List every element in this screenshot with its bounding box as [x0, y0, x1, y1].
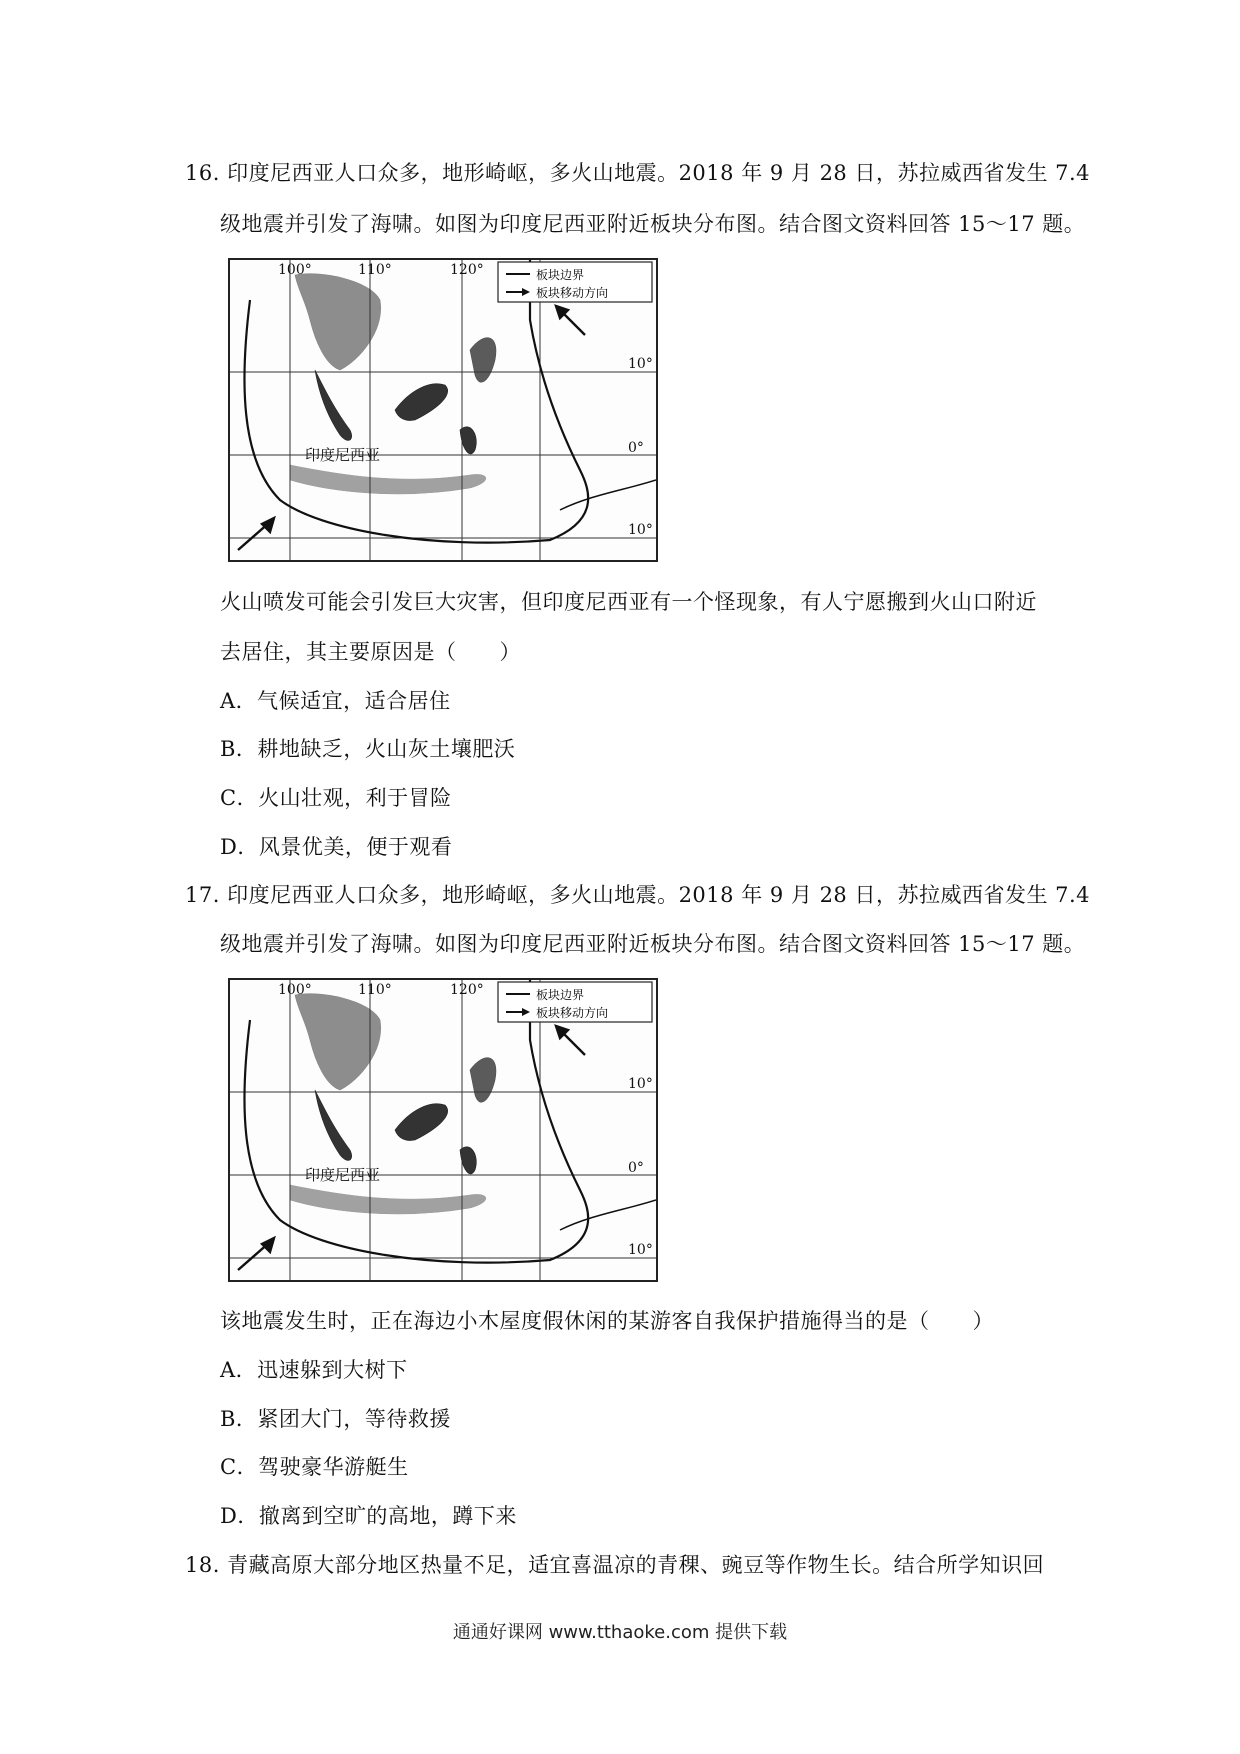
lon-label-120-2: 120°: [450, 982, 484, 998]
q16-option-c: C．火山壮观，利于冒险: [220, 786, 452, 810]
q16-option-d: D．风景优美，便于观看: [220, 835, 453, 859]
legend-direction: 板块移动方向: [536, 286, 609, 300]
lat-label-10s: 10°: [628, 522, 653, 538]
legend-direction-2: 板块移动方向: [536, 1006, 609, 1020]
lat-label-10n: 10°: [628, 356, 653, 372]
lon-label-120: 120°: [450, 262, 484, 278]
q16-option-a: A．气候适宜，适合居住: [220, 689, 451, 713]
region-label: 印度尼西亚: [305, 446, 381, 464]
legend-boundary: 板块边界: [536, 268, 585, 282]
legend-boundary-2: 板块边界: [536, 988, 585, 1002]
q16-stem-1: 火山喷发可能会引发巨大灾害，但印度尼西亚有一个怪现象，有人宁愿搬到火山口附近: [220, 590, 1037, 614]
lon-label-100-2: 100°: [278, 982, 312, 998]
plate-map-graphic: [230, 260, 656, 560]
lon-label-110-2: 110°: [358, 982, 392, 998]
lat-label-10n-2: 10°: [628, 1076, 653, 1092]
q17-option-c: C．驾驶豪华游艇生: [220, 1455, 409, 1479]
plate-map-graphic-2: [230, 980, 656, 1280]
q16-line-1: 16. 印度尼西亚人口众多，地形崎岖，多火山地震。2018 年 9 月 28 日，苏拉威西省发生 7.4: [185, 161, 1091, 185]
q17-plate-map: [228, 978, 658, 1282]
q16-line-2: 级地震并引发了海啸。如图为印度尼西亚附近板块分布图。结合图文资料回答 15～17 题。: [220, 212, 1086, 236]
q16-plate-map: [228, 258, 658, 562]
lon-label-110: 110°: [358, 262, 392, 278]
q17-option-a: A．迅速躲到大树下: [220, 1358, 408, 1382]
q17-line-1: 17. 印度尼西亚人口众多，地形崎岖，多火山地震。2018 年 9 月 28 日，苏拉威西省发生 7.4: [185, 883, 1091, 907]
region-label-2: 印度尼西亚: [305, 1166, 381, 1184]
q18-line-1: 18. 青藏高原大部分地区热量不足，适宜喜温凉的青稞、豌豆等作物生长。结合所学知识回: [185, 1553, 1045, 1577]
q17-stem-1: 该地震发生时，正在海边小木屋度假休闲的某游客自我保护措施得当的是（ ）: [220, 1309, 994, 1333]
q16-stem-2: 去居住，其主要原因是（ ）: [220, 640, 521, 664]
page-footer: 通通好课网 www.tthaoke.com 提供下载: [452, 1622, 788, 1643]
q16-option-b: B．耕地缺乏，火山灰土壤肥沃: [220, 737, 516, 761]
lat-label-10s-2: 10°: [628, 1242, 653, 1258]
q17-option-d: D．撤离到空旷的高地，蹲下来: [220, 1504, 517, 1528]
lon-label-100: 100°: [278, 262, 312, 278]
lat-label-0: 0°: [628, 440, 644, 456]
q17-option-b: B．紧团大门，等待救援: [220, 1407, 451, 1431]
q17-line-2: 级地震并引发了海啸。如图为印度尼西亚附近板块分布图。结合图文资料回答 15～17 题。: [220, 932, 1086, 956]
lat-label-0-2: 0°: [628, 1160, 644, 1176]
